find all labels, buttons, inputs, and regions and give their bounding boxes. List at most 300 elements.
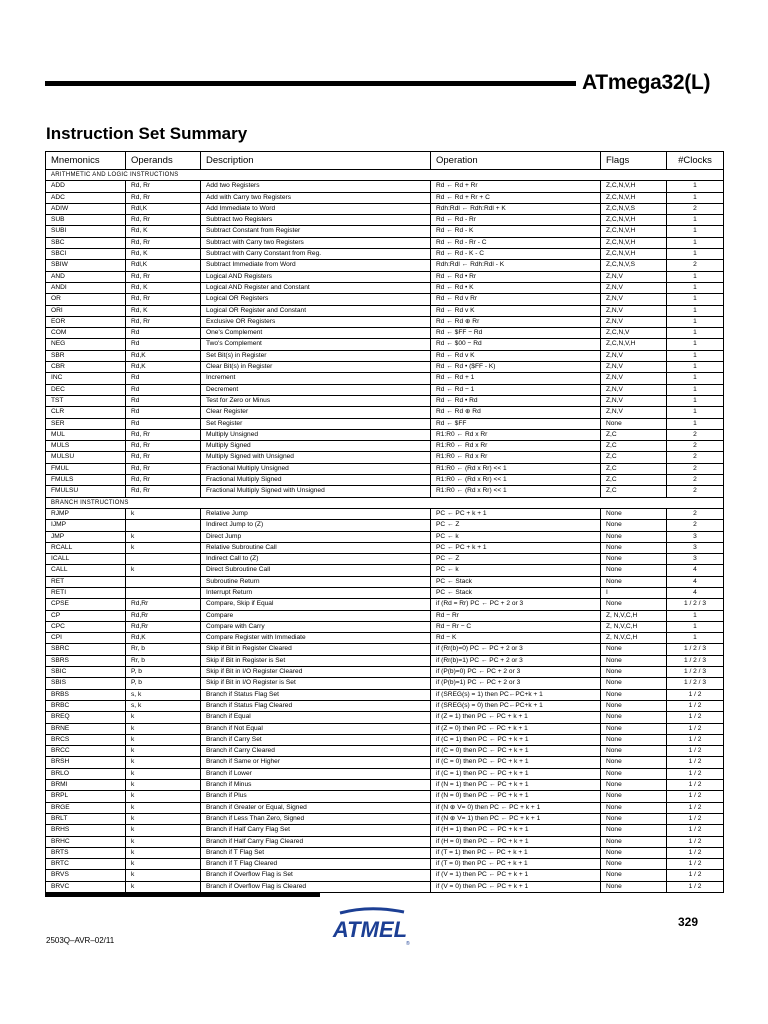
operation-cell: Rd ← $FF − Rd — [431, 328, 601, 339]
operands-cell: Rr, b — [126, 655, 201, 666]
mnemonic-cell: FMULSU — [46, 486, 126, 497]
operands-cell: Rd, Rr — [126, 463, 201, 474]
flags-cell: Z,C,N,V,S — [601, 203, 667, 214]
operation-cell: if (H = 1) then PC ← PC + k + 1 — [431, 825, 601, 836]
operands-cell: Rd, Rr — [126, 271, 201, 282]
clocks-cell: 1 — [667, 271, 724, 282]
column-header-operation: Operation — [431, 152, 601, 170]
table-row — [46, 847, 724, 858]
operation-cell: PC ← k — [431, 531, 601, 542]
mnemonic-cell: BRSH — [46, 757, 126, 768]
table-row — [46, 610, 724, 621]
table-row — [46, 339, 724, 350]
flags-cell: None — [601, 768, 667, 779]
clocks-cell: 1 — [667, 384, 724, 395]
page-number: 329 — [678, 915, 699, 929]
operation-cell: PC ← Stack — [431, 576, 601, 587]
operands-cell: Rd,Rr — [126, 610, 201, 621]
flags-cell: None — [601, 542, 667, 553]
clocks-cell: 1 / 2 — [667, 712, 724, 723]
clocks-cell: 1 — [667, 215, 724, 226]
table-row — [46, 700, 724, 711]
mnemonic-cell: BRVS — [46, 870, 126, 881]
flags-cell: Z,C,N,V — [601, 328, 667, 339]
flags-cell: Z,C,N,V,H — [601, 226, 667, 237]
table-row — [46, 757, 724, 768]
table-row — [46, 746, 724, 757]
flags-cell: Z,N,V — [601, 305, 667, 316]
operands-cell: Rd, Rr — [126, 452, 201, 463]
mnemonic-cell: IJMP — [46, 520, 126, 531]
flags-cell: Z,N,V — [601, 384, 667, 395]
clocks-cell: 1 — [667, 192, 724, 203]
operands-cell: k — [126, 723, 201, 734]
operation-cell: if (N = 1) then PC ← PC + k + 1 — [431, 780, 601, 791]
clocks-cell: 4 — [667, 576, 724, 587]
table-row — [46, 870, 724, 881]
description-cell: One's Complement — [201, 328, 431, 339]
description-cell: Fractional Multiply Signed — [201, 475, 431, 486]
description-cell: Decrement — [201, 384, 431, 395]
flags-cell: Z,C,N,V,H — [601, 192, 667, 203]
table-row — [46, 203, 724, 214]
table-row — [46, 576, 724, 587]
clocks-cell: 1 / 2 — [667, 689, 724, 700]
flags-cell: Z,N,V — [601, 407, 667, 418]
table-row — [46, 384, 724, 395]
description-cell: Add two Registers — [201, 181, 431, 192]
table-row — [46, 226, 724, 237]
operation-cell: R1:R0 ← (Rd x Rr) << 1 — [431, 463, 601, 474]
operation-cell: Rd ← Rd v Rr — [431, 294, 601, 305]
table-row — [46, 441, 724, 452]
description-cell: Direct Jump — [201, 531, 431, 542]
section-header-row — [46, 497, 724, 508]
flags-cell: None — [601, 825, 667, 836]
operation-cell: Rd ← Rd • K — [431, 282, 601, 293]
description-cell: Branch if Overflow Flag is Cleared — [201, 881, 431, 892]
flags-cell: None — [601, 508, 667, 519]
operands-cell: Rd,K — [126, 362, 201, 373]
flags-cell: Z,C — [601, 441, 667, 452]
operation-cell: Rd ← $00 − Rd — [431, 339, 601, 350]
operation-cell: Rd ← Rd ⊕ Rr — [431, 316, 601, 327]
flags-cell: None — [601, 836, 667, 847]
clocks-cell: 2 — [667, 441, 724, 452]
table-row — [46, 463, 724, 474]
operation-cell: if (C = 1) then PC ← PC + k + 1 — [431, 734, 601, 745]
section-header: BRANCH INSTRUCTIONS — [46, 497, 724, 508]
mnemonic-cell: ADD — [46, 181, 126, 192]
description-cell: Subroutine Return — [201, 576, 431, 587]
operation-cell: if (T = 1) then PC ← PC + k + 1 — [431, 847, 601, 858]
column-header-description: Description — [201, 152, 431, 170]
operands-cell: P, b — [126, 667, 201, 678]
table-row — [46, 813, 724, 824]
flags-cell: None — [601, 565, 667, 576]
description-cell: Branch if Half Carry Flag Cleared — [201, 836, 431, 847]
table-row — [46, 678, 724, 689]
table-row — [46, 554, 724, 565]
description-cell: Indirect Call to (Z) — [201, 554, 431, 565]
clocks-cell: 1 / 2 — [667, 780, 724, 791]
mnemonic-cell: CALL — [46, 565, 126, 576]
section-title: Instruction Set Summary — [46, 124, 248, 143]
flags-cell: None — [601, 576, 667, 587]
flags-cell: None — [601, 813, 667, 824]
operation-cell: if (P(b)=0) PC ← PC + 2 or 3 — [431, 667, 601, 678]
operation-cell: Rd ← Rd + 1 — [431, 373, 601, 384]
description-cell: Increment — [201, 373, 431, 384]
instruction-set-table — [45, 151, 724, 893]
mnemonic-cell: FMULS — [46, 475, 126, 486]
operands-cell: s, k — [126, 689, 201, 700]
operation-cell: Rd ← Rd - K - C — [431, 249, 601, 260]
clocks-cell: 1 — [667, 407, 724, 418]
mnemonic-cell: BRBS — [46, 689, 126, 700]
clocks-cell: 2 — [667, 452, 724, 463]
mnemonic-cell: RETI — [46, 587, 126, 598]
clocks-cell: 1 / 2 / 3 — [667, 655, 724, 666]
description-cell: Multiply Signed with Unsigned — [201, 452, 431, 463]
description-cell: Branch if Equal — [201, 712, 431, 723]
clocks-cell: 1 / 2 — [667, 757, 724, 768]
description-cell: Multiply Signed — [201, 441, 431, 452]
operands-cell: Rdl,K — [126, 260, 201, 271]
clocks-cell: 1 / 2 — [667, 700, 724, 711]
operands-cell: k — [126, 870, 201, 881]
clocks-cell: 2 — [667, 508, 724, 519]
mnemonic-cell: FMUL — [46, 463, 126, 474]
document-code: 2503Q–AVR–02/11 — [46, 936, 115, 945]
table-row — [46, 768, 724, 779]
table-row — [46, 316, 724, 327]
clocks-cell: 2 — [667, 520, 724, 531]
description-cell: Logical AND Registers — [201, 271, 431, 282]
description-cell: Two's Complement — [201, 339, 431, 350]
operation-cell: Rd ← Rd ⊕ Rd — [431, 407, 601, 418]
flags-cell: None — [601, 667, 667, 678]
operation-cell: if (C = 0) then PC ← PC + k + 1 — [431, 757, 601, 768]
mnemonic-cell: BRCC — [46, 746, 126, 757]
table-row — [46, 791, 724, 802]
operation-cell: if (Z = 1) then PC ← PC + k + 1 — [431, 712, 601, 723]
description-cell: Clear Register — [201, 407, 431, 418]
mnemonic-cell: OR — [46, 294, 126, 305]
operation-cell: if (N ⊕ V= 0) then PC ← PC + k + 1 — [431, 802, 601, 813]
flags-cell: None — [601, 678, 667, 689]
operation-cell: if (C = 0) then PC ← PC + k + 1 — [431, 746, 601, 757]
mnemonic-cell: ADC — [46, 192, 126, 203]
mnemonic-cell: ANDI — [46, 282, 126, 293]
column-header-operands: Operands — [126, 152, 201, 170]
flags-cell: Z,N,V — [601, 395, 667, 406]
operation-cell: R1:R0 ← (Rd x Rr) << 1 — [431, 475, 601, 486]
operation-cell: PC ← PC + k + 1 — [431, 508, 601, 519]
operation-cell: Rdh:Rdl ← Rdh:Rdl - K — [431, 260, 601, 271]
mnemonic-cell: BRNE — [46, 723, 126, 734]
description-cell: Add Immediate to Word — [201, 203, 431, 214]
mnemonic-cell: BRTC — [46, 859, 126, 870]
flags-cell: None — [601, 791, 667, 802]
operation-cell: Rd ← Rd - Rr — [431, 215, 601, 226]
flags-cell: Z,C,N,V,H — [601, 237, 667, 248]
description-cell: Multiply Unsigned — [201, 429, 431, 440]
flags-cell: None — [601, 655, 667, 666]
mnemonic-cell: TST — [46, 395, 126, 406]
table-row — [46, 508, 724, 519]
mnemonic-cell: AND — [46, 271, 126, 282]
operation-cell: if (V = 0) then PC ← PC + k + 1 — [431, 881, 601, 892]
table-row — [46, 429, 724, 440]
flags-cell: Z,C,N,V,H — [601, 339, 667, 350]
operands-cell — [126, 520, 201, 531]
description-cell: Branch if Greater or Equal, Signed — [201, 802, 431, 813]
operands-cell: Rd, Rr — [126, 215, 201, 226]
operation-cell: Rd ← Rd • ($FF - K) — [431, 362, 601, 373]
operands-cell: Rd, Rr — [126, 316, 201, 327]
clocks-cell: 2 — [667, 429, 724, 440]
operands-cell: Rd, Rr — [126, 486, 201, 497]
operation-cell: Rd ← Rd + Rr — [431, 181, 601, 192]
description-cell: Fractional Multiply Unsigned — [201, 463, 431, 474]
operands-cell: Rd, Rr — [126, 294, 201, 305]
clocks-cell: 1 — [667, 610, 724, 621]
operation-cell: R1:R0 ← (Rd x Rr) << 1 — [431, 486, 601, 497]
table-row — [46, 825, 724, 836]
table-row — [46, 249, 724, 260]
clocks-cell: 1 — [667, 316, 724, 327]
operation-cell: Rd ← Rd v K — [431, 305, 601, 316]
flags-cell: None — [601, 859, 667, 870]
description-cell: Logical AND Register and Constant — [201, 282, 431, 293]
operands-cell: k — [126, 565, 201, 576]
table-row — [46, 531, 724, 542]
description-cell: Branch if T Flag Set — [201, 847, 431, 858]
table-row — [46, 565, 724, 576]
operands-cell: Rd — [126, 373, 201, 384]
description-cell: Add with Carry two Registers — [201, 192, 431, 203]
description-cell: Branch if Not Equal — [201, 723, 431, 734]
table-row — [46, 859, 724, 870]
description-cell: Skip if Bit in I/O Register Cleared — [201, 667, 431, 678]
clocks-cell: 1 / 2 — [667, 847, 724, 858]
description-cell: Skip if Bit in Register Cleared — [201, 644, 431, 655]
operands-cell: k — [126, 508, 201, 519]
logo-registered-mark: ® — [406, 941, 410, 947]
flags-cell: None — [601, 520, 667, 531]
mnemonic-cell: NEG — [46, 339, 126, 350]
clocks-cell: 1 — [667, 339, 724, 350]
operation-cell: Rd ← Rd - K — [431, 226, 601, 237]
table-row — [46, 237, 724, 248]
operation-cell: if (Rr(b)=1) PC ← PC + 2 or 3 — [431, 655, 601, 666]
clocks-cell: 1 — [667, 362, 724, 373]
flags-cell: None — [601, 746, 667, 757]
clocks-cell: 1 — [667, 181, 724, 192]
clocks-cell: 1 / 2 — [667, 881, 724, 892]
description-cell: Branch if Less Than Zero, Signed — [201, 813, 431, 824]
operands-cell: k — [126, 768, 201, 779]
mnemonic-cell: BRBC — [46, 700, 126, 711]
clocks-cell: 1 — [667, 249, 724, 260]
operands-cell: k — [126, 757, 201, 768]
operands-cell: k — [126, 825, 201, 836]
mnemonic-cell: SER — [46, 418, 126, 429]
operands-cell: Rd, Rr — [126, 181, 201, 192]
operation-cell: PC ← Z — [431, 520, 601, 531]
operands-cell: k — [126, 734, 201, 745]
mnemonic-cell: SBC — [46, 237, 126, 248]
operands-cell: Rd — [126, 418, 201, 429]
table-row — [46, 542, 724, 553]
operands-cell: k — [126, 712, 201, 723]
mnemonic-cell: BRTS — [46, 847, 126, 858]
mnemonic-cell: BRPL — [46, 791, 126, 802]
clocks-cell: 1 — [667, 621, 724, 632]
flags-cell: Z, N,V,C,H — [601, 621, 667, 632]
column-header-flags: Flags — [601, 152, 667, 170]
operands-cell: Rr, b — [126, 644, 201, 655]
mnemonic-cell: MULSU — [46, 452, 126, 463]
operands-cell: k — [126, 859, 201, 870]
table-row — [46, 587, 724, 598]
operands-cell — [126, 576, 201, 587]
clocks-cell: 1 / 2 — [667, 870, 724, 881]
operation-cell: if (Rr(b)=0) PC ← PC + 2 or 3 — [431, 644, 601, 655]
document-title: ATmega32(L) — [582, 71, 711, 94]
mnemonic-cell: CPC — [46, 621, 126, 632]
operation-cell: if (SREG(s) = 0) then PC←PC+k + 1 — [431, 700, 601, 711]
operation-cell: if (V = 1) then PC ← PC + k + 1 — [431, 870, 601, 881]
description-cell: Subtract two Registers — [201, 215, 431, 226]
table-row — [46, 644, 724, 655]
operands-cell: Rd,K — [126, 350, 201, 361]
description-cell: Set Register — [201, 418, 431, 429]
operation-cell: PC ← PC + k + 1 — [431, 542, 601, 553]
table-row — [46, 271, 724, 282]
clocks-cell: 1 / 2 — [667, 836, 724, 847]
mnemonic-cell: COM — [46, 328, 126, 339]
operation-cell: Rdh:Rdl ← Rdh:Rdl + K — [431, 203, 601, 214]
mnemonic-cell: BRVC — [46, 881, 126, 892]
description-cell: Branch if Status Flag Cleared — [201, 700, 431, 711]
flags-cell: None — [601, 870, 667, 881]
mnemonic-cell: BRCS — [46, 734, 126, 745]
operands-cell: P, b — [126, 678, 201, 689]
clocks-cell: 1 — [667, 395, 724, 406]
operands-cell: Rd, Rr — [126, 441, 201, 452]
description-cell: Branch if Plus — [201, 791, 431, 802]
mnemonic-cell: DEC — [46, 384, 126, 395]
operands-cell — [126, 554, 201, 565]
mnemonic-cell: RCALL — [46, 542, 126, 553]
table-body — [46, 170, 724, 893]
flags-cell: None — [601, 712, 667, 723]
description-cell: Set Bit(s) in Register — [201, 350, 431, 361]
table-row — [46, 362, 724, 373]
flags-cell: I — [601, 587, 667, 598]
mnemonic-cell: BRHS — [46, 825, 126, 836]
operation-cell: PC ← Stack — [431, 587, 601, 598]
description-cell: Branch if Half Carry Flag Set — [201, 825, 431, 836]
operands-cell: Rd — [126, 384, 201, 395]
table-row — [46, 192, 724, 203]
description-cell: Fractional Multiply Signed with Unsigned — [201, 486, 431, 497]
operands-cell: Rd — [126, 328, 201, 339]
description-cell: Branch if T Flag Cleared — [201, 859, 431, 870]
operation-cell: Rd ← $FF — [431, 418, 601, 429]
operands-cell: Rd — [126, 339, 201, 350]
operands-cell: Rd, Rr — [126, 475, 201, 486]
table-row — [46, 282, 724, 293]
operands-cell: Rdl,K — [126, 203, 201, 214]
table-row — [46, 780, 724, 791]
operands-cell: Rd, K — [126, 249, 201, 260]
flags-cell: None — [601, 689, 667, 700]
flags-cell: None — [601, 881, 667, 892]
description-cell: Subtract with Carry two Registers — [201, 237, 431, 248]
clocks-cell: 1 / 2 — [667, 723, 724, 734]
clocks-cell: 1 / 2 — [667, 859, 724, 870]
mnemonic-cell: BRHC — [46, 836, 126, 847]
operands-cell: Rd, Rr — [126, 192, 201, 203]
description-cell: Skip if Bit in I/O Register is Set — [201, 678, 431, 689]
mnemonic-cell: CP — [46, 610, 126, 621]
operands-cell: k — [126, 847, 201, 858]
flags-cell: None — [601, 554, 667, 565]
clocks-cell: 1 / 2 / 3 — [667, 678, 724, 689]
mnemonic-cell: ICALL — [46, 554, 126, 565]
clocks-cell: 1 — [667, 237, 724, 248]
operands-cell: s, k — [126, 700, 201, 711]
footer-rule — [45, 893, 320, 897]
clocks-cell: 2 — [667, 475, 724, 486]
mnemonic-cell: SBR — [46, 350, 126, 361]
operation-cell: Rd ← Rd - Rr - C — [431, 237, 601, 248]
clocks-cell: 1 — [667, 305, 724, 316]
clocks-cell: 1 / 2 / 3 — [667, 667, 724, 678]
clocks-cell: 1 — [667, 294, 724, 305]
table-row — [46, 712, 724, 723]
flags-cell: None — [601, 531, 667, 542]
logo-wordmark: ATMEL — [332, 917, 408, 942]
operands-cell: Rd — [126, 395, 201, 406]
mnemonic-cell: INC — [46, 373, 126, 384]
clocks-cell: 2 — [667, 463, 724, 474]
mnemonic-cell: CBR — [46, 362, 126, 373]
flags-cell: None — [601, 780, 667, 791]
clocks-cell: 1 — [667, 350, 724, 361]
table-row — [46, 802, 724, 813]
description-cell: Branch if Carry Set — [201, 734, 431, 745]
flags-cell: Z,N,V — [601, 316, 667, 327]
operation-cell: Rd ← Rd v K — [431, 350, 601, 361]
clocks-cell: 4 — [667, 565, 724, 576]
clocks-cell: 1 — [667, 633, 724, 644]
operands-cell: k — [126, 802, 201, 813]
mnemonic-cell: SBRC — [46, 644, 126, 655]
clocks-cell: 4 — [667, 587, 724, 598]
clocks-cell: 1 — [667, 373, 724, 384]
mnemonic-cell: CLR — [46, 407, 126, 418]
flags-cell: None — [601, 757, 667, 768]
operands-cell — [126, 587, 201, 598]
mnemonic-cell: RJMP — [46, 508, 126, 519]
table-row — [46, 395, 724, 406]
description-cell: Compare with Carry — [201, 621, 431, 632]
clocks-cell: 3 — [667, 542, 724, 553]
